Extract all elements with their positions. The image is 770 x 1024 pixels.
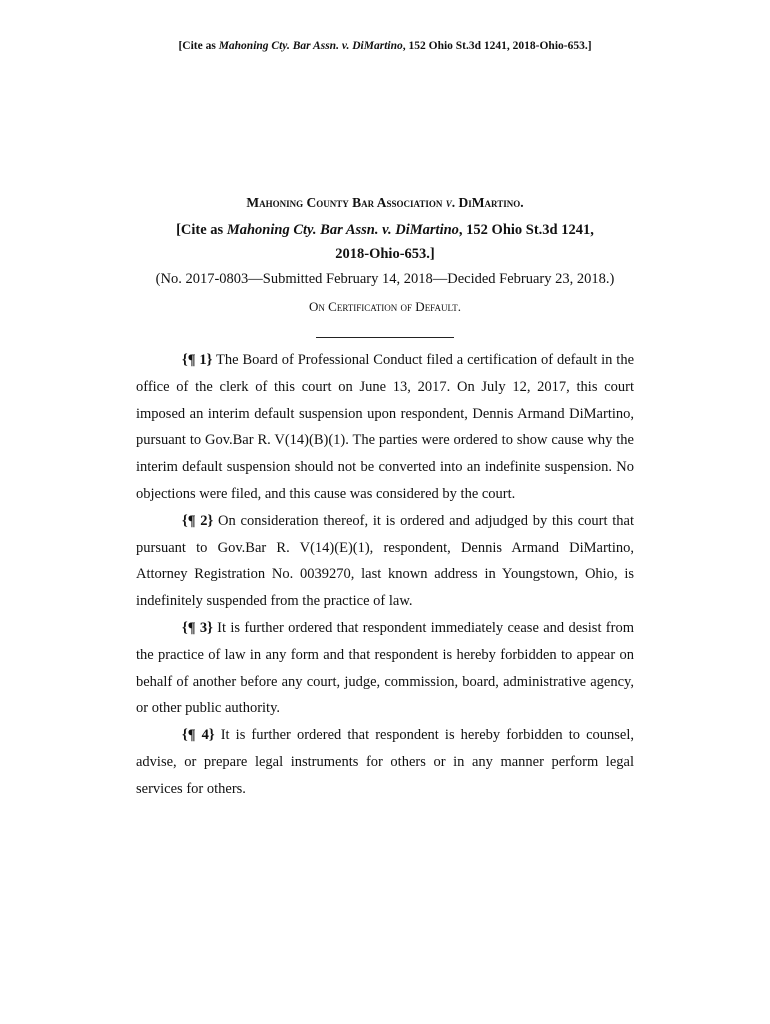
case-title-part1: Mahoning County Bar Association (246, 195, 446, 210)
paragraph-number: {¶ 2} (182, 512, 214, 529)
paragraph-number: {¶ 3} (182, 619, 213, 636)
title-block (0, 194, 770, 338)
paragraph-1 (136, 347, 634, 508)
running-head-case-name: Mahoning Cty. Bar Assn. v. DiMartino (218, 40, 403, 52)
citation-case-name: Mahoning Cty. Bar Assn. v. DiMartino (226, 222, 459, 238)
case-title (0, 194, 770, 212)
paragraph-number: {¶ 4} (182, 727, 215, 744)
paragraph-4 (136, 722, 634, 802)
running-head-suffix: , 152 Ohio St.3d 1241, 2018-Ohio-653.] (402, 40, 592, 52)
paragraph-number: {¶ 1} (182, 352, 213, 368)
paragraph-2 (136, 508, 634, 615)
citation-suffix: , 152 Ohio St.3d 1241, (458, 222, 594, 238)
citation-line (0, 218, 770, 266)
paragraph-text: On consideration thereof, it is ordered and adjudged by this court that pursuant to Gov.Bar R. V(14)(E)(1), respondent, Dennis Armand DiMartino, Attorney Registration No. 0039270, last known address in Youngstown, Ohio, is indefinitely suspended from the practice of law. (136, 512, 634, 610)
running-head (0, 40, 770, 52)
running-head-prefix: [Cite as (178, 40, 219, 52)
certification-heading: On Certification of Default. (309, 299, 461, 314)
docket-line: (No. 2017-0803—Submitted February 14, 2018—Decided February 23, 2018.) (155, 271, 615, 287)
divider-rule (316, 337, 454, 338)
paragraph-3 (136, 615, 634, 722)
paragraph-text: It is further ordered that respondent immediately cease and desist from the practice of law in any form and that respondent is hereby forbidden to appear on behalf of another before any court, judge, commission, board, administrative agency, or other public authority. (136, 619, 634, 717)
paragraph-text: It is further ordered that respondent is hereby forbidden to counsel, advise, or prepare legal instruments for others or in any manner perform legal services for others. (136, 727, 634, 797)
citation-prefix: [Cite as (176, 222, 227, 238)
opinion-body (136, 347, 634, 803)
paragraph-text: The Board of Professional Conduct filed a certification of default in the office of the clerk of this court on June 13, 2017. On July 12, 2017, this court imposed an interim default suspension upon respondent, Dennis Armand DiMartino, pursuant to Gov.Bar R. V(14)(B)(1). The parties were ordered to show cause why the interim default suspension should not be converted into an indefinite suspension. No objections were filed, and this cause was considered by the court. (136, 352, 635, 502)
citation-line-2: 2018-Ohio-653.] (335, 246, 435, 262)
case-title-part2: . DiMartino. (451, 195, 524, 210)
case-title-versus: v (445, 195, 452, 210)
